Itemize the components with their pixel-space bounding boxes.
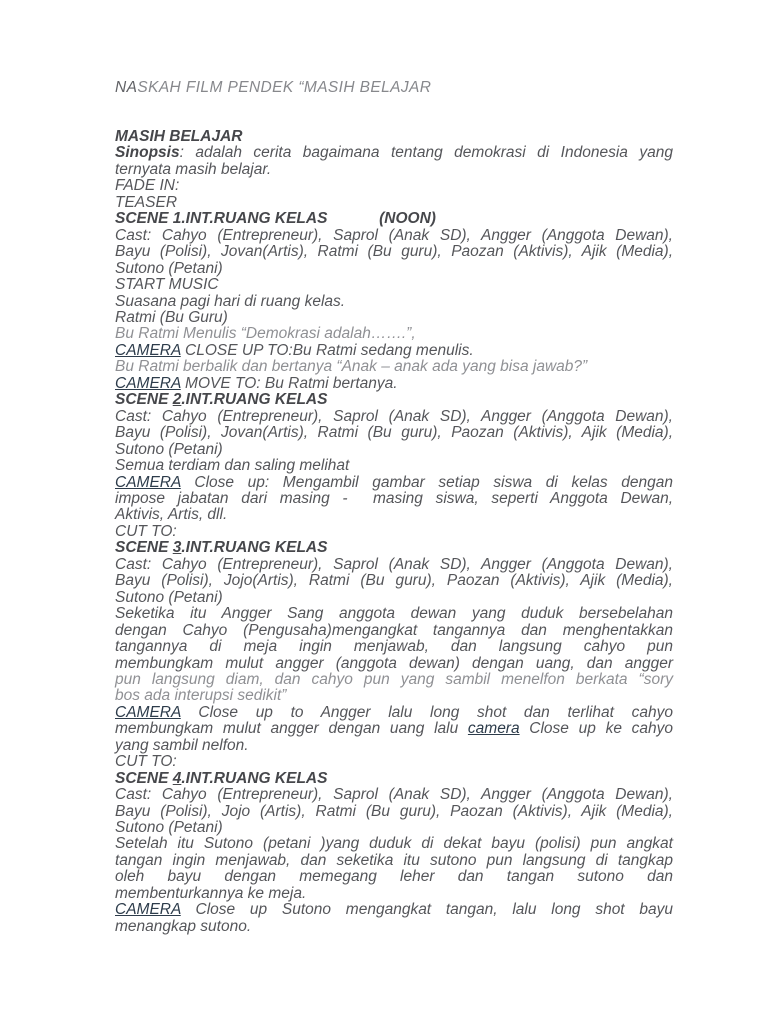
- script-line: [115, 804, 673, 820]
- script-line: [115, 458, 673, 474]
- script-line: [115, 688, 673, 704]
- script-line: [115, 656, 673, 672]
- text-span: membenturkannya ke meja.: [115, 884, 307, 902]
- text-span: SCENE 1.INT.RUANG KELAS (NOON): [115, 210, 436, 228]
- camera-link[interactable]: CAMERA: [115, 374, 181, 392]
- text-span: Bayu (Polisi), Jojo (Artis), Ratmi (Bu guru), Paozan (Aktivis), Ajik (Media),: [115, 802, 673, 820]
- text-span: 2: [172, 391, 182, 409]
- script-line: [115, 359, 673, 375]
- camera-link[interactable]: CAMERA: [115, 901, 181, 919]
- camera-link[interactable]: CAMERA: [115, 703, 181, 721]
- script-line: [115, 869, 673, 885]
- script-line: [115, 392, 673, 408]
- text-span: Sutono (Petani): [115, 259, 223, 277]
- text-span: dengan Cahyo (Pengusaha)mengangkat tangannya dan menghentakkan: [115, 621, 673, 639]
- text-span: Setelah itu Sutono (petani )yang duduk di dekat bayu (polisi) pun angkat: [115, 835, 673, 853]
- script-line: [115, 820, 673, 836]
- text-span: Bayu (Polisi), Jojo(Artis), Ratmi (Bu guru), Paozan (Aktivis), Ajik (Media),: [115, 572, 673, 590]
- script-line: [115, 919, 673, 935]
- text-span: Cast: Cahyo (Entrepreneur), Saprol (Anak SD), Angger (Anggota Dewan),: [115, 555, 673, 573]
- text-span: SCENE: [115, 391, 173, 409]
- camera-link[interactable]: CAMERA: [115, 473, 181, 491]
- script-line: [115, 540, 673, 556]
- script-line: [115, 787, 673, 803]
- text-span: oleh bayu dengan memegang leher dan tangan sutono dan: [115, 868, 673, 886]
- text-span: Close up Sutono mengangkat tangan, lalu long shot bayu: [180, 901, 673, 919]
- script-line: [115, 754, 673, 770]
- text-span: START MUSIC: [115, 276, 219, 294]
- text-span: Bu Ratmi berbalik dan bertanya “Anak – anak ada yang bisa jawab?”: [115, 358, 588, 376]
- text-span: Seketika itu Angger Sang anggota dewan yang duduk bersebelahan: [115, 605, 673, 623]
- text-span: Bayu (Polisi), Jovan(Artis), Ratmi (Bu guru), Paozan (Aktivis), Ajik (Media),: [115, 243, 673, 261]
- text-span: Cast: Cahyo (Entrepreneur), Saprol (Anak SD), Angger (Anggota Dewan),: [115, 226, 673, 244]
- text-span: 3: [172, 539, 182, 557]
- text-span: tangan ingin menjawab, dan seketika itu sutono pun langsung di tangkap: [115, 851, 673, 869]
- script-line: [115, 310, 673, 326]
- script-line: [115, 475, 673, 491]
- script-line: [115, 409, 673, 425]
- text-span: Ratmi (Bu Guru): [115, 308, 228, 326]
- text-span: CUT TO:: [115, 522, 177, 540]
- script-line: [115, 721, 673, 737]
- script-line: [115, 507, 673, 523]
- text-span: Sinopsis: [115, 144, 180, 162]
- text-span: SKAH FILM PENDEK “MASIH BELAJAR: [137, 79, 432, 96]
- script-line: [115, 573, 673, 589]
- text-span: : adalah cerita bagaimana tentang demokrasi di Indonesia yang: [179, 144, 673, 162]
- camera-link[interactable]: camera: [467, 720, 520, 738]
- text-span: Semua terdiam dan saling melihat: [115, 457, 350, 475]
- script-line: [115, 623, 673, 639]
- text-span: SCENE: [115, 769, 173, 787]
- text-span: 4: [172, 769, 182, 787]
- script-line: [115, 211, 673, 227]
- text-span: ternyata masih belajar.: [115, 160, 272, 178]
- text-span: NA: [115, 79, 138, 96]
- script-line: [115, 294, 673, 310]
- text-span: CLOSE UP TO:Bu Ratmi sedang menulis.: [180, 341, 474, 359]
- script-line: [115, 738, 673, 754]
- script-line: [115, 195, 673, 211]
- text-span: bos ada interupsi sedikit”: [115, 687, 287, 705]
- text-span: impose jabatan dari masing - masing siswa, seperti Anggota Dewan,: [115, 489, 673, 507]
- text-span: yang sambil nelfon.: [115, 736, 249, 754]
- text-span: Close up ke cahyo: [519, 720, 673, 738]
- text-span: Sutono (Petani): [115, 440, 223, 458]
- script-line: [115, 425, 673, 441]
- script-line: [115, 836, 673, 852]
- text-span: tangannya di meja ingin menjawab, dan langsung cahyo pun: [115, 638, 673, 656]
- script-line: [115, 129, 673, 145]
- script-line: [115, 376, 673, 392]
- text-span: Cast: Cahyo (Entrepreneur), Saprol (Anak SD), Angger (Anggota Dewan),: [115, 786, 673, 804]
- script-line: [115, 902, 673, 918]
- text-span: Sutono (Petani): [115, 588, 223, 606]
- text-span: .INT.RUANG KELAS: [181, 539, 328, 557]
- text-span: pun langsung diam, dan cahyo pun yang sambil menelfon berkata “sory: [115, 670, 673, 688]
- script-line: [115, 853, 673, 869]
- camera-link[interactable]: CAMERA: [115, 341, 181, 359]
- text-span: TEASER: [115, 193, 178, 211]
- script-line: [115, 606, 673, 622]
- text-span: SCENE: [115, 539, 173, 557]
- text-span: membungkam mulut angger dengan uang lalu: [115, 720, 468, 738]
- text-span: Close up: Mengambil gambar setiap siswa di kelas dengan: [180, 473, 673, 491]
- text-span: MOVE TO: Bu Ratmi bertanya.: [180, 374, 398, 392]
- text-span: FADE IN:: [115, 177, 180, 195]
- script-line: [115, 557, 673, 573]
- script-line: [115, 771, 673, 787]
- script-line: [115, 639, 673, 655]
- script-line: [115, 491, 673, 507]
- text-span: CUT TO:: [115, 753, 177, 771]
- text-span: Cast: Cahyo (Entrepreneur), Saprol (Anak SD), Angger (Anggota Dewan),: [115, 407, 673, 425]
- script-line: [115, 524, 673, 540]
- text-span: Aktivis, Artis, dll.: [115, 506, 228, 524]
- text-span: Close up to Angger lalu long shot dan terlihat cahyo: [180, 703, 673, 721]
- text-span: .INT.RUANG KELAS: [181, 769, 328, 787]
- script-line: [115, 162, 673, 178]
- text-span: Bu Ratmi Menulis “Demokrasi adalah…….”,: [115, 325, 416, 343]
- text-span: Suasana pagi hari di ruang kelas.: [115, 292, 346, 310]
- script-line: [115, 705, 673, 721]
- script-line: [115, 590, 673, 606]
- script-line: [115, 886, 673, 902]
- script-text-body: [115, 129, 673, 935]
- script-line: [115, 178, 673, 194]
- text-span: membungkam mulut angger (anggota dewan) dengan uang, dan angger: [115, 654, 673, 672]
- script-line: [115, 672, 673, 688]
- text-span: .INT.RUANG KELAS: [181, 391, 328, 409]
- text-span: Sutono (Petani): [115, 819, 223, 837]
- script-line: [115, 343, 673, 359]
- script-line: [115, 244, 673, 260]
- script-line: [115, 145, 673, 161]
- text-span: menangkap sutono.: [115, 917, 252, 935]
- text-span: MASIH BELAJAR: [115, 128, 243, 145]
- script-line: [115, 228, 673, 244]
- text-span: Bayu (Polisi), Jovan(Artis), Ratmi (Bu guru), Paozan (Aktivis), Ajik (Media),: [115, 424, 673, 442]
- document-title: [115, 80, 673, 97]
- script-line: [115, 261, 673, 277]
- script-line: [115, 326, 673, 342]
- script-line: [115, 277, 673, 293]
- script-line: [115, 442, 673, 458]
